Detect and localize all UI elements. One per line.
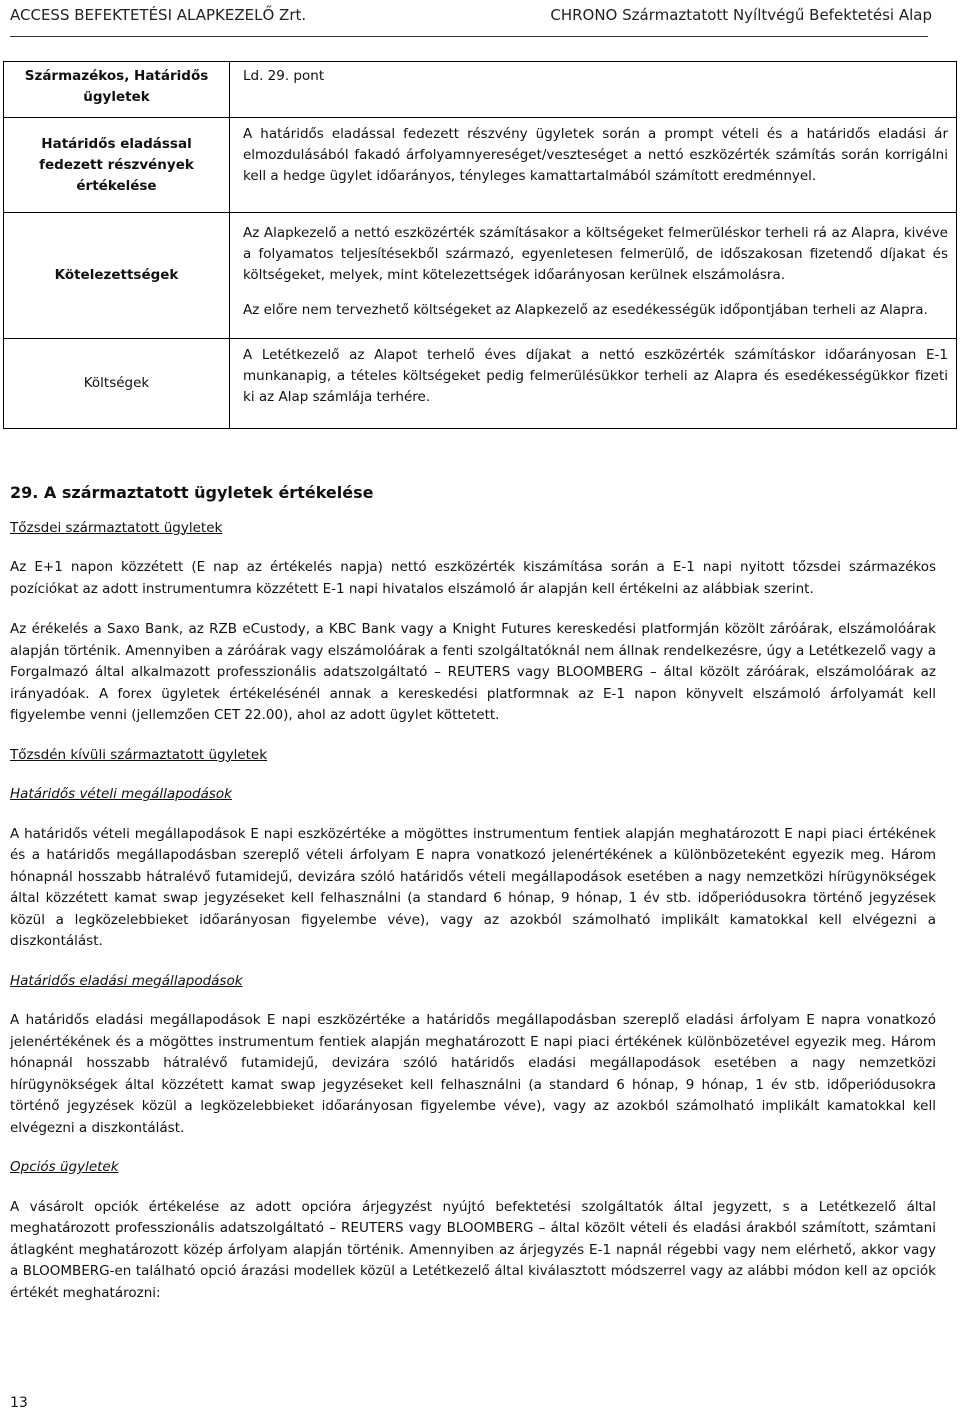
header-company: ACCESS BEFEKTETÉSI ALAPKEZELŐ Zrt. (10, 6, 307, 24)
row-text (230, 339, 957, 429)
row-label: Kötelezettségek (4, 213, 230, 339)
page-header (0, 0, 960, 40)
paragraph: A vásárolt opciók értékelése az adott opcióra árjegyzést nyújtó befektetési szolgáltatók által jegyzett, s a Letétkezelő által meghatározott professzionális adatszolgáltató – REUTERS vagy BLOOMBERG – által közölt vételi és eladási árakból számított, számtani átlagként meghatározott közép árfolyam alapján történik. Amennyiben az árjegyzés E-1 napnál régebbi vagy nem elérhető, akkor vagy a BLOOMBERG-en található opció árazási modellek közül a Letétkezelő által kiválasztott módszerrel vagy az alábbi módon kell az opciók értékét meghatározni: (10, 1198, 936, 1301)
section-title: 29. A származtatott ügyletek értékelése (10, 483, 374, 502)
row-label: Származékos, Határidős ügyletek (4, 62, 230, 118)
paragraph: Az érékelés a Saxo Bank, az RZB eCustody, a KBC Bank vagy a Knight Futures kereskedési platformján közölt záróárak, elszámolóárak alapján történik. Amennyiben a záróárak vagy elszámolóárak a fenti szolgáltatóknál nem állnak rendelkezésre, úgy a Letétkezelő vagy a Forgalmazó által alkalmazott professzionális adatszolgáltató – REUTERS vagy BLOOMBERG – által közölt záróárak, elszámolóárak az irányadóak. A forex ügyletek értékelésénél annak a kereskedési platformnak az E-1 napon könyvelt elszámoló árfolyamát kell figyelembe venni (jellemzően CET 22.00), ahol az adott ügylet köttetett. (10, 621, 936, 723)
row-text (230, 62, 957, 118)
row-text (230, 213, 957, 339)
row-label: Határidős eladással fedezett részvények értékelése (4, 118, 230, 213)
subheading-exchange-traded: Tőzsdei származtatott ügyletek (10, 519, 223, 536)
header-fund-name: CHRONO Származtatott Nyíltvégű Befektetési Alap (550, 6, 932, 24)
row-paragraph: Az előre nem tervezhető költségeket az Alapkezelő az esedékességük időpontjában terheli az Alapra. (243, 302, 928, 318)
table-row (4, 118, 957, 213)
row-label: Költségek (4, 339, 230, 429)
valuation-table (3, 61, 957, 429)
row-paragraph: Ld. 29. pont (243, 68, 325, 84)
row-text (230, 118, 957, 213)
table-row (4, 213, 957, 339)
row-paragraph: Az Alapkezelő a nettó eszközérték számításakor a költségeket felmerüléskor terheli rá az Alapra, kivéve a folyamatos teljesítésekből származó, egyenletesen felmerülő, de időszakosan fizetendő díjakat és költségeket, melyek, mint kötelezettségek időarányosan kerülnek elszámolásra. (243, 225, 948, 283)
subheading-otc: Tőzsdén kívüli származtatott ügyletek (10, 746, 268, 763)
paragraph: A határidős vételi megállapodások E napi eszközértéke a mögöttes instrumentum fentiek alapján meghatározott E napi piaci értékének és a határidős megállapodásban szereplő vételi árfolyam E napra vonatkozó jelenértékének a különbözeteként egyezik meg. Három hónapnál hosszabb hátralévő futamidejű, devizára szóló határidős vételi megállapodások esetében a nagy nemzetközi hírügynökségek által közzétett kamat swap jegyzéseket kell felhasználni (a standard 6 hónap, 9 hónap, 1 év stb. időperiódusokra történő jegyzések közül a legközelebbieket időarányosan figyelembe véve), vagy az azokból számolható implikált kamatokkal kell elvégezni a diszkontálást. (10, 825, 936, 949)
page-number: 13 (10, 1395, 28, 1411)
row-paragraph: A határidős eladással fedezett részvény ügyletek során a prompt vételi és a határidős eladási ár elmozdulásából fakadó árfolyamnyereséget/veszteséget a nettó eszközérték számítás során korrigálni kell a hedge ügylet időarányos, tényleges kamattartalmából számított eredménnyel. (243, 126, 948, 184)
table-row (4, 62, 957, 118)
paragraph: A határidős eladási megállapodások E napi eszközértéke a határidős megállapodásban szereplő eladási árfolyam E napra vonatkozó jelenértékének és a mögöttes instrumentum fentiek alapján meghatározott E napi piaci értékének különbözetével egyezik meg. Három hónapnál hosszabb hátralévő futamidejű, devizára szóló határidős eladási megállapodások esetében a nagy nemzetközi hírügynökségek által közzétett kamat swap jegyzéseket kell felhasználni (a standard 6 hónap, 9 hónap, 1 év stb. időperiódusokra történő jegyzések közül a legközelebbieket időarányosan figyelembe véve), vagy az azokból számolható implikált kamatokkal kell elvégezni a diszkontálást. (10, 1012, 936, 1136)
header-rule (10, 36, 928, 37)
row-paragraph: A Letétkezelő az Alapot terhelő éves díjakat a nettó eszközérték számításkor időarányosan E-1 munkanapig, a tételes költségeket pedig felmerülésükkor terheli az Alapra és esedékességükkor fizeti ki az Alap számlája terhére. (243, 347, 948, 405)
paragraph: Az E+1 napon közzétett (E nap az értékelés napja) nettó eszközérték kiszámítása során a E-1 napi nyitott tőzsdei származékos pozíciókat az adott instrumentumra közzétett E-1 napi hivatalos elszámoló ár alapján kell értékelni az alábbiak szerint. (10, 559, 936, 597)
table-row (4, 339, 957, 429)
section-body (10, 482, 936, 1304)
subheading-forward-buy: Határidős vételi megállapodások (10, 786, 232, 802)
subheading-options: Opciós ügyletek (10, 1159, 119, 1175)
subheading-forward-sell: Határidős eladási megállapodások (10, 972, 243, 989)
